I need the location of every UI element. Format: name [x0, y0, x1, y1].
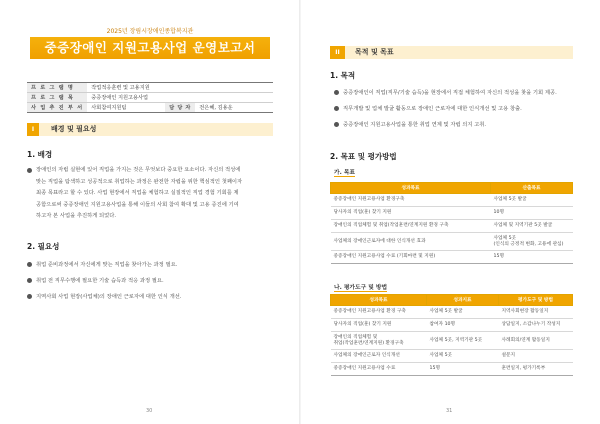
table-cell: 사업체 5곳, 지역기관 5곳 — [427, 332, 499, 350]
table-cell: 10명 — [491, 207, 573, 220]
section-number: II — [330, 46, 345, 59]
list-item — [27, 292, 182, 300]
section-header-background — [27, 123, 273, 136]
table-cell: 사례회의/연계 활동일지 — [499, 332, 573, 350]
right-page — [300, 0, 600, 424]
table-cell: 사업체의 장애인근로자 인식개선 — [331, 350, 427, 363]
table-cell: 중증장애인 지원고용사업 환경 구축 — [331, 306, 427, 319]
table-row — [331, 319, 573, 332]
column-header: 성과지표 — [427, 295, 499, 306]
report-subtitle: 2025년 장림시장애인종합복지관 — [106, 28, 194, 35]
text-line: 장애인의 자립 실현에 있어 직업을 가지는 것은 무엇보다 중요한 요소이다. 자신의 적성에 — [36, 167, 241, 173]
info-value: 중증장애인 지원고용사업 — [87, 93, 273, 103]
goal-subheading — [334, 167, 355, 176]
column-header: 성과목표 — [331, 295, 427, 306]
info-row — [27, 83, 273, 93]
bullet-icon — [27, 278, 32, 283]
evaluation-table — [330, 294, 573, 376]
column-header: 평가도구 및 방법 — [499, 295, 573, 306]
table-row — [331, 306, 573, 319]
table-cell: 설문지 — [499, 350, 573, 363]
report-title: 중증장애인 지원고용사업 운영보고서 — [30, 37, 270, 59]
column-header: 산출목표 — [491, 183, 573, 194]
table-cell: 지역사회현장 활동일지 — [499, 306, 573, 319]
page-number: 30 — [146, 408, 153, 414]
text-line: 맞는 직업을 탐색하고 성공적으로 취업하는 과정은 완전한 자립을 위한 핵심적인 첫째이자 — [36, 178, 243, 185]
table-cell: 장애인의 직업체험 및 취업(작업훈련/연계지원 환경 구축 — [331, 220, 491, 233]
table-header-row — [331, 183, 573, 194]
table-row — [331, 220, 573, 233]
purpose-heading: 1. 목적 — [330, 71, 356, 80]
eval-subheading-text: 나. 평가도구 및 방법 — [334, 285, 388, 291]
table-cell: 장애인의 직업체험 및 취업(작업훈련/연계지원) 환경구축 — [331, 332, 427, 350]
list-item-text: 중증장애인 지원고용사업을 통한 취업 연계 및 자립 의지 고취. — [343, 122, 487, 128]
info-label: 프 로 그 램 목 — [27, 93, 87, 103]
table-cell: 당사자의 직업(훈) 찾기 지원 — [331, 319, 427, 332]
table-cell: 중증장애인 지원고용사업 환경구축 — [331, 194, 491, 207]
list-item-text: 직무개발 및 업체 발굴 활동으로 장애인 근로자에 대한 인식개선 및 고용 창출. — [343, 106, 522, 112]
table-header-row — [331, 295, 573, 306]
bullet-icon — [27, 168, 32, 173]
list-item — [334, 120, 486, 128]
section-number: I — [27, 123, 39, 136]
table-row — [331, 233, 573, 251]
list-item-text: 중증장애인이 직업(직무/기술 습득)을 현장에서 직접 체험하여 자신의 적성을 찾을 기회 제공. — [343, 90, 557, 96]
table-cell: 사업체 5곳 (인식의 긍정적 변화, 고용에 관심) — [491, 233, 573, 251]
bullet-icon — [334, 106, 339, 111]
goal-table — [330, 182, 573, 264]
text-line: 하고자 본 사업을 추진하게 되었다. — [36, 213, 117, 219]
bullet-icon — [27, 294, 32, 299]
table-cell: 사업체의 장애인근로자에 대한 인식개선 효과 — [331, 233, 491, 251]
info-label: 프 로 그 램 명 — [27, 83, 87, 93]
table-row — [331, 350, 573, 363]
info-value: 작업적응훈련 및 고용지원 — [87, 83, 273, 93]
list-item — [334, 88, 557, 96]
table-cell: 훈련일지, 평가기록부 — [499, 363, 573, 376]
list-item — [334, 104, 522, 112]
table-cell: 상담일지, 소감나누기 작성지 — [499, 319, 573, 332]
table-row — [331, 207, 573, 220]
table-cell: 사업체 5곳 발굴 — [491, 194, 573, 207]
table-cell: 15명 — [427, 363, 499, 376]
column-header: 성과목표 — [331, 183, 491, 194]
info-value: 전은혜, 김용운 — [195, 103, 273, 113]
text-line: 공함으로써 중증장애인 지원고용사업을 통해 이들의 사회 참여 확대 및 고용 증진에 기여 — [36, 201, 239, 208]
section-title: 배경 및 필요성 — [39, 123, 273, 136]
table-row — [331, 251, 573, 264]
table-cell: 사업체 5곳 — [427, 350, 499, 363]
table-cell: 사업체 5곳 발굴 — [427, 306, 499, 319]
program-info-table — [27, 82, 273, 113]
table-cell: 15명 — [491, 251, 573, 264]
table-cell: 중증장애인 지원고용사업 수료 (기회마련 및 지원) — [331, 251, 491, 264]
info-value: 사회참여지원팀 — [87, 103, 165, 113]
table-row — [331, 194, 573, 207]
info-label: 사 업 추 진 부 서 — [27, 103, 87, 113]
list-item — [27, 260, 177, 268]
table-cell: 사업체 및 지역기관 5곳 발굴 — [491, 220, 573, 233]
info-label: 담 당 자 — [165, 103, 195, 113]
info-row — [27, 103, 273, 113]
table-row — [331, 363, 573, 376]
list-item — [27, 276, 164, 284]
bullet-icon — [334, 90, 339, 95]
list-item-text: 취업 전 직무수행에 필요한 기술 습득과 적응 과정 필요. — [36, 278, 164, 284]
table-cell: 당사자의 직업(훈) 찾기 지원 — [331, 207, 491, 220]
page-number: 31 — [446, 408, 453, 414]
table-row — [331, 332, 573, 350]
background-heading: 1. 배경 — [27, 150, 53, 159]
background-text — [36, 165, 242, 223]
goals-heading: 2. 목표 및 평가방법 — [330, 152, 397, 161]
list-item-text: 지역사회 사업 현장(사업체)의 장애인 근로자에 대한 인식 개선. — [36, 294, 182, 300]
bullet-icon — [27, 262, 32, 267]
necessity-heading: 2. 필요성 — [27, 242, 60, 251]
table-cell: 참여자 10명 — [427, 319, 499, 332]
list-item-text: 취업 준비과정에서 자신에게 맞는 직업을 찾아가는 과정 필요. — [36, 262, 178, 268]
section-title: 목적 및 목표 — [345, 46, 573, 59]
bullet-icon — [334, 122, 339, 127]
goal-subheading-text: 가. 목표 — [334, 170, 356, 176]
section-header-background — [330, 46, 573, 59]
text-line: 최종 목표라고 할 수 있다. 사업 현장에서 직업을 체험하고 실질적인 직업 경험 기회를 제 — [36, 190, 239, 196]
background-paragraph — [27, 165, 242, 223]
table-cell: 중증장애인 지원고용사업 수료 — [331, 363, 427, 376]
info-row — [27, 93, 273, 103]
eval-subheading — [334, 282, 387, 291]
